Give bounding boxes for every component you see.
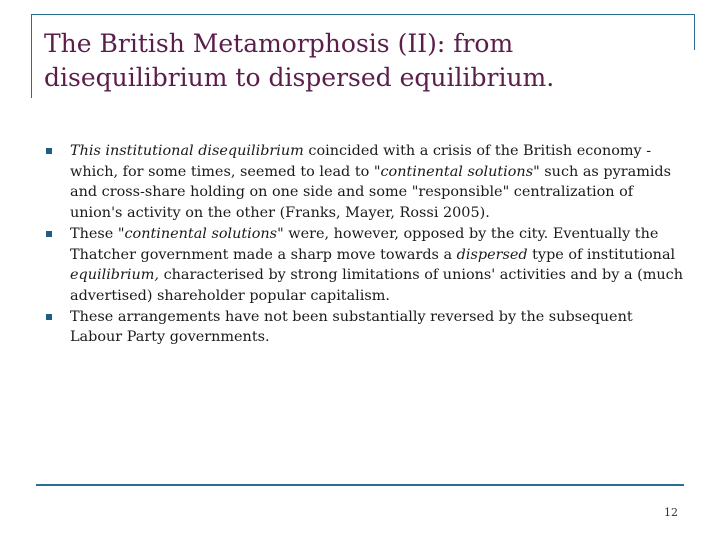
slide-title: The British Metamorphosis (II): from disequilibrium to dispersed equilibrium. — [44, 29, 555, 92]
title-frame-right-rule — [694, 14, 695, 50]
text-segment: such as pyramids and cross-share holding on one side and some "responsible" centralization of union's activity on the other (Franks, Mayer, Rossi 2005). — [70, 163, 672, 222]
bullet-item-3 — [44, 307, 684, 348]
text-segment: "continental solutions" — [117, 225, 284, 242]
bullet-3-text — [70, 309, 633, 346]
text-segment: coincided with a crisis of the British economy - which, for some times, seemed to lead to — [70, 143, 652, 180]
title-frame-top-rule — [31, 14, 695, 15]
text-segment: type of institutional — [527, 246, 676, 263]
text-segment: characterised by strong limitations of unions' activities and by a (much advertised) shareholder popular capitalism. — [70, 267, 683, 304]
text-segment: were, however, opposed by the city. Eventually the Thatcher government made a sharp move towards a — [70, 225, 659, 263]
footer-rule — [36, 484, 684, 486]
text-segment: "continental solutions" — [373, 163, 540, 180]
text-segment: These — [70, 225, 118, 242]
text-segment: This institutional disequilibrium — [70, 143, 304, 159]
page-number: 12 — [664, 506, 678, 519]
text-segment: equilibrium, — [70, 267, 159, 284]
bullet-2-text — [70, 226, 683, 304]
title-frame-left-rule — [31, 14, 32, 98]
text-segment: dispersed — [456, 246, 528, 263]
bullet-1-text — [70, 143, 671, 221]
square-bullet-icon — [46, 148, 52, 154]
bullet-list — [44, 141, 684, 348]
square-bullet-icon — [46, 314, 52, 320]
bullet-item-1 — [44, 141, 684, 224]
bullet-item-2 — [44, 224, 684, 307]
text-segment: These arrangements have not been substantially reversed by the subsequent Labour Party governments. — [70, 308, 633, 346]
square-bullet-icon — [46, 231, 52, 237]
